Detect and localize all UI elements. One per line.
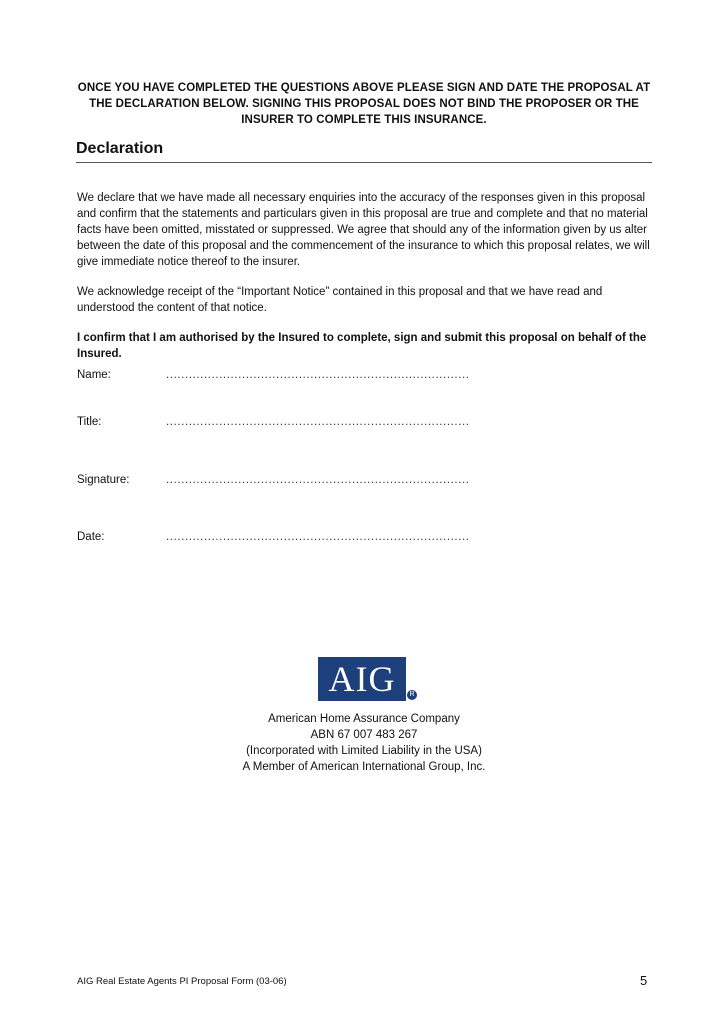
- signature-field[interactable]: [77, 472, 653, 488]
- section-heading: Declaration: [76, 139, 652, 163]
- company-info: [214, 711, 514, 775]
- title-field[interactable]: [77, 414, 653, 430]
- aig-logo: AIG: [318, 657, 406, 701]
- footer-form-title: AIG Real Estate Agents PI Proposal Form (03-06): [77, 976, 287, 987]
- name-label: Name:: [77, 369, 111, 381]
- signature-line[interactable]: ................................................................................: [166, 474, 470, 486]
- authorisation-paragraph: I confirm that I am authorised by the Insured to complete, sign and submit this proposal on behalf of the Insured.: [77, 332, 647, 360]
- instruction-line: THE DECLARATION BELOW. SIGNING THIS PROPOSAL DOES NOT BIND THE PROPOSER OR THE: [89, 98, 639, 110]
- title-label: Title:: [77, 416, 102, 428]
- company-member: A Member of American International Group, Inc.: [242, 761, 486, 773]
- signing-instruction: [76, 80, 652, 128]
- declaration-body: [77, 190, 653, 376]
- acknowledgement-paragraph: We acknowledge receipt of the “Important Notice” contained in this proposal and that we have read and understood the content of that notice.: [77, 286, 603, 314]
- title-line[interactable]: ................................................................................: [166, 416, 470, 428]
- declaration-paragraph: We declare that we have made all necessary enquiries into the accuracy of the responses given in this proposal and confirm that the statements and particulars given in this proposal are true and complete and that no material facts have been omitted, misstated or suppressed. We agree that should any of the information given by us alter between the date of this proposal and the commencement of the insurance to which this proposal relates, we will give immediate notice thereof to the insurer.: [77, 192, 650, 268]
- instruction-line: INSURER TO COMPLETE THIS INSURANCE.: [241, 114, 487, 126]
- name-field[interactable]: [77, 367, 653, 383]
- company-abn: ABN 67 007 483 267: [310, 729, 418, 741]
- instruction-line: ONCE YOU HAVE COMPLETED THE QUESTIONS ABOVE PLEASE SIGN AND DATE THE PROPOSAL AT: [77, 82, 651, 94]
- registered-mark-icon: R: [407, 690, 417, 700]
- company-name: American Home Assurance Company: [268, 713, 460, 725]
- signature-label: Signature:: [77, 474, 130, 486]
- company-incorporation: (Incorporated with Limited Liability in the USA): [246, 745, 482, 757]
- date-line[interactable]: ................................................................................: [166, 531, 470, 543]
- page-number: 5: [640, 973, 648, 988]
- date-label: Date:: [77, 531, 105, 543]
- name-line[interactable]: ................................................................................: [166, 369, 470, 381]
- date-field[interactable]: [77, 529, 653, 545]
